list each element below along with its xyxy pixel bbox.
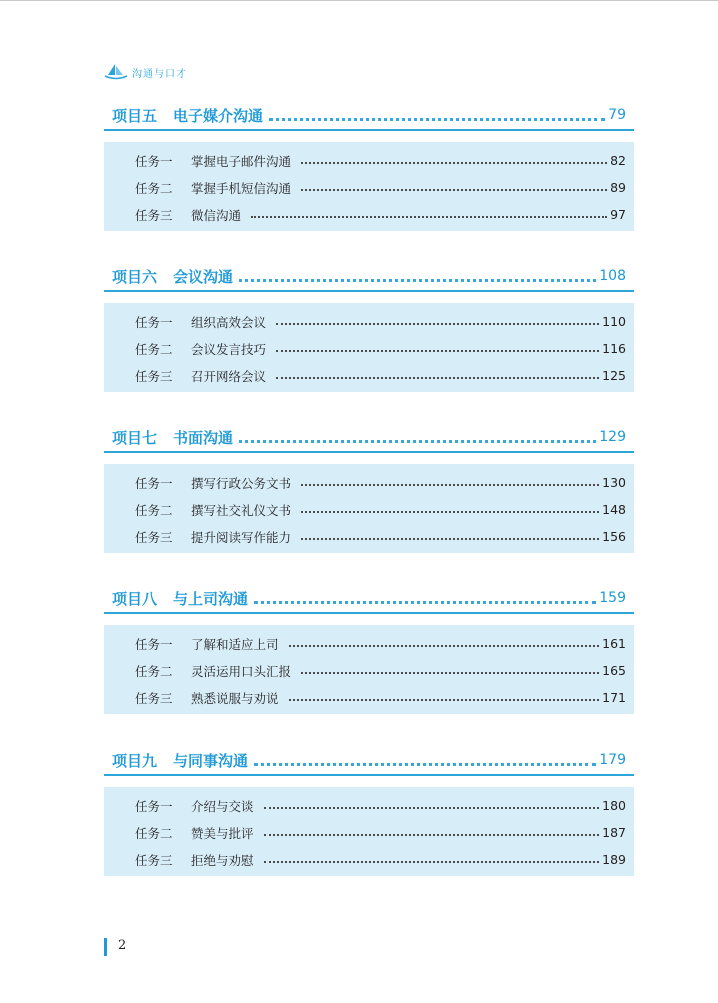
project-title: 与同事沟通 xyxy=(173,751,249,770)
task-number: 任务一 xyxy=(135,636,173,652)
task-list xyxy=(104,303,634,392)
task-page-number: 116 xyxy=(602,341,626,356)
task-title: 拒绝与劝慰 xyxy=(191,852,254,868)
task-number: 任务三 xyxy=(135,690,173,706)
toc-task-entry[interactable] xyxy=(135,308,626,335)
project-page-number: 159 xyxy=(599,590,626,606)
task-page-number: 180 xyxy=(602,798,626,813)
project-page-number: 108 xyxy=(599,268,626,284)
project-dot-leader xyxy=(239,440,596,443)
task-list xyxy=(104,464,634,553)
task-dot-leader xyxy=(301,189,607,191)
task-dot-leader xyxy=(264,861,600,863)
footer-accent-bar xyxy=(104,938,107,956)
project-number: 项目六 xyxy=(112,267,158,286)
task-number: 任务二 xyxy=(135,825,173,841)
project-title: 会议沟通 xyxy=(173,267,234,286)
toc-project-section xyxy=(104,584,634,714)
task-list xyxy=(104,142,634,231)
project-number: 项目七 xyxy=(112,428,158,447)
toc-project-heading[interactable] xyxy=(104,101,634,131)
task-number: 任务一 xyxy=(135,798,173,814)
toc-project-section xyxy=(104,423,634,553)
task-dot-leader xyxy=(276,350,599,352)
toc-task-entry[interactable] xyxy=(135,792,626,819)
task-title: 提升阅读写作能力 xyxy=(191,529,292,545)
task-number: 任务二 xyxy=(135,502,173,518)
task-page-number: 187 xyxy=(602,825,626,840)
task-dot-leader xyxy=(289,699,600,701)
task-number: 任务二 xyxy=(135,180,173,196)
task-dot-leader xyxy=(276,377,599,379)
task-number: 任务二 xyxy=(135,663,173,679)
task-title: 赞美与批评 xyxy=(191,825,254,841)
task-title: 介绍与交谈 xyxy=(191,798,254,814)
task-page-number: 165 xyxy=(602,663,626,678)
task-title: 召开网络会议 xyxy=(191,368,267,384)
task-list xyxy=(104,625,634,714)
task-number: 任务三 xyxy=(135,852,173,868)
task-number: 任务三 xyxy=(135,529,173,545)
toc-task-entry[interactable] xyxy=(135,335,626,362)
task-dot-leader xyxy=(289,645,600,647)
toc-task-entry[interactable] xyxy=(135,174,626,201)
task-dot-leader xyxy=(301,162,607,164)
task-page-number: 110 xyxy=(602,314,626,329)
toc-task-entry[interactable] xyxy=(135,846,626,873)
task-number: 任务二 xyxy=(135,341,173,357)
project-number: 项目五 xyxy=(112,106,158,125)
toc-project-section xyxy=(104,262,634,392)
task-page-number: 82 xyxy=(610,153,626,168)
task-page-number: 89 xyxy=(610,180,626,195)
toc-task-entry[interactable] xyxy=(135,496,626,523)
project-page-number: 79 xyxy=(608,107,626,123)
project-title: 书面沟通 xyxy=(173,428,234,447)
task-title: 了解和适应上司 xyxy=(191,636,279,652)
toc-project-section xyxy=(104,746,634,876)
footer-page-number: 2 xyxy=(118,938,127,953)
task-dot-leader xyxy=(264,834,600,836)
project-dot-leader xyxy=(239,279,596,282)
task-number: 任务三 xyxy=(135,368,173,384)
toc-task-entry[interactable] xyxy=(135,201,626,228)
toc-project-section xyxy=(104,101,634,231)
task-title: 掌握电子邮件沟通 xyxy=(191,153,292,169)
project-number: 项目八 xyxy=(112,589,158,608)
task-number: 任务一 xyxy=(135,475,173,491)
task-dot-leader xyxy=(264,807,600,809)
task-title: 撰写行政公务文书 xyxy=(191,475,292,491)
task-title: 撰写社交礼仪文书 xyxy=(191,502,292,518)
task-title: 掌握手机短信沟通 xyxy=(191,180,292,196)
task-dot-leader xyxy=(301,538,599,540)
task-page-number: 156 xyxy=(602,529,626,544)
toc-project-heading[interactable] xyxy=(104,746,634,776)
toc-task-entry[interactable] xyxy=(135,362,626,389)
task-number: 任务三 xyxy=(135,207,173,223)
project-page-number: 179 xyxy=(599,752,626,768)
project-title: 电子媒介沟通 xyxy=(173,106,264,125)
project-dot-leader xyxy=(254,763,596,766)
task-title: 微信沟通 xyxy=(191,207,242,223)
task-dot-leader xyxy=(301,511,599,513)
task-dot-leader xyxy=(276,323,599,325)
task-title: 会议发言技巧 xyxy=(191,341,267,357)
toc-project-heading[interactable] xyxy=(104,423,634,453)
task-page-number: 125 xyxy=(602,368,626,383)
toc-task-entry[interactable] xyxy=(135,630,626,657)
task-page-number: 189 xyxy=(602,852,626,867)
toc-task-entry[interactable] xyxy=(135,469,626,496)
toc-task-entry[interactable] xyxy=(135,819,626,846)
project-title: 与上司沟通 xyxy=(173,589,249,608)
task-list xyxy=(104,787,634,876)
running-header xyxy=(104,62,187,82)
task-title: 灵活运用口头汇报 xyxy=(191,663,292,679)
sailboat-logo-icon xyxy=(104,63,128,81)
top-border-line xyxy=(0,0,718,1)
task-page-number: 97 xyxy=(610,207,626,222)
task-dot-leader xyxy=(301,484,599,486)
running-header-title: 沟通与口才 xyxy=(132,68,187,80)
toc-task-entry[interactable] xyxy=(135,147,626,174)
project-dot-leader xyxy=(269,118,605,121)
task-number: 任务一 xyxy=(135,314,173,330)
toc-task-entry[interactable] xyxy=(135,684,626,711)
toc-task-entry[interactable] xyxy=(135,523,626,550)
task-title: 熟悉说服与劝说 xyxy=(191,690,279,706)
task-dot-leader xyxy=(251,216,607,218)
toc-task-entry[interactable] xyxy=(135,657,626,684)
task-page-number: 130 xyxy=(602,475,626,490)
task-page-number: 161 xyxy=(602,636,626,651)
task-page-number: 171 xyxy=(602,690,626,705)
project-number: 项目九 xyxy=(112,751,158,770)
task-number: 任务一 xyxy=(135,153,173,169)
project-dot-leader xyxy=(254,601,596,604)
task-page-number: 148 xyxy=(602,502,626,517)
toc-project-heading[interactable] xyxy=(104,584,634,614)
toc-project-heading[interactable] xyxy=(104,262,634,292)
task-dot-leader xyxy=(301,672,599,674)
project-page-number: 129 xyxy=(599,429,626,445)
task-title: 组织高效会议 xyxy=(191,314,267,330)
